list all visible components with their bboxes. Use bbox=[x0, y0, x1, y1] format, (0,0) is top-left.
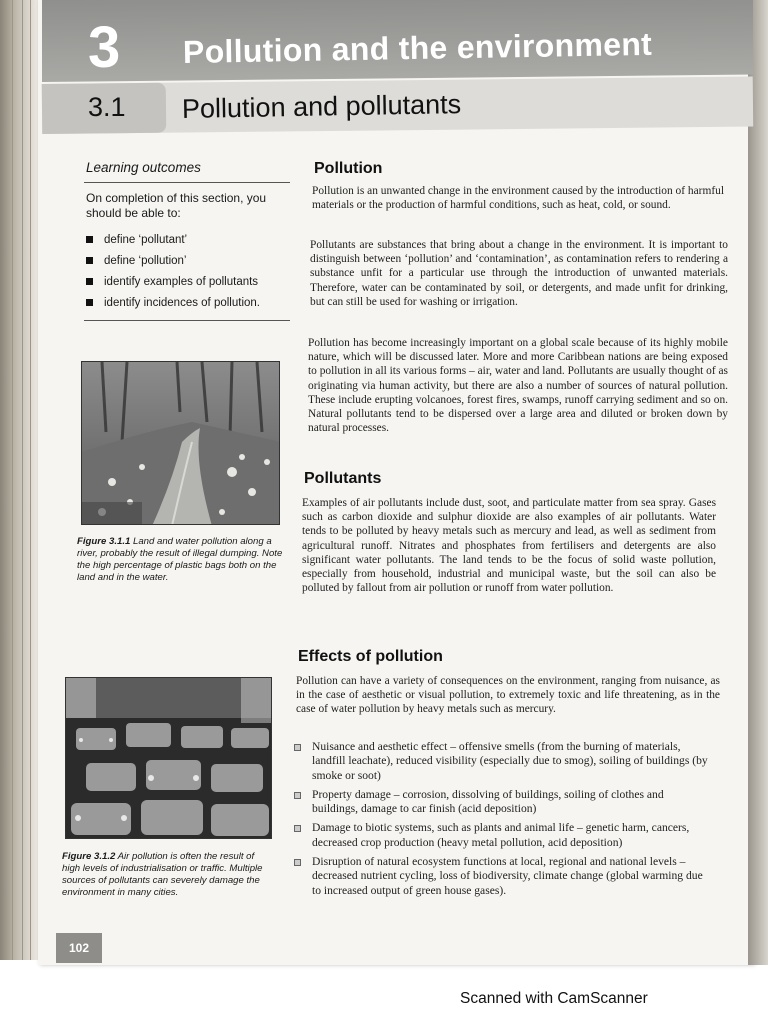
bullet-icon bbox=[294, 792, 301, 799]
learning-outcomes-title: Learning outcomes bbox=[86, 160, 201, 175]
pollution-paragraph-3: Pollution has become increasingly important on a global scale because of its highly mobile nature, which will be discussed later. More and more Caribbean nations are being exposed to pollution in all its various forms – air, water and land. Pollutants are usually thought of as originating via human activity, but there are also a number of sources of natural pollution. These include erupting volcanoes, forest fires, swamps, runoff carrying sediment and so on. Natural pollutants tend to be dispersed over a large area and diluted or broken down by natural processes. bbox=[308, 337, 728, 435]
chapter-number: 3 bbox=[88, 15, 122, 80]
learning-outcomes-list bbox=[86, 229, 291, 313]
pollution-heading: Pollution bbox=[314, 160, 383, 177]
list-item bbox=[290, 788, 710, 817]
outcome-text: identify examples of pollutants bbox=[104, 275, 259, 288]
scanner-watermark: Scanned with CamScanner bbox=[460, 990, 648, 1007]
bullet-icon bbox=[86, 278, 93, 285]
effect-text: Property damage – corrosion, dissolving of buildings, soiling of clothes and buildings, damage to car finish (acid deposition) bbox=[312, 787, 664, 816]
chapter-title: Pollution and the environment bbox=[182, 25, 653, 70]
bullet-icon bbox=[86, 257, 93, 264]
list-item bbox=[86, 229, 291, 250]
bullet-icon bbox=[86, 299, 93, 306]
list-item bbox=[290, 821, 710, 850]
bullet-icon bbox=[294, 859, 301, 866]
page-number: 102 bbox=[56, 933, 102, 963]
figure-caption bbox=[62, 851, 274, 899]
pollutants-paragraph: Examples of air pollutants include dust, soot, and particulate matter from sea spray. Gases such as carbon dioxide and sulphur dioxide are also examples of air pollutants. Water tends to be polluted by heavy metals such as mercury and lead, as well as sediment from agricultural runoff. Nitrates and phosphates from fertilisers and detergents are also significant water pollutants. The land tends to be the focus of solid waste pollution, especially from household, industrial and municipal waste, but the soil can also be polluted by fallout from air pollution or runoff from water pollution. bbox=[302, 497, 716, 595]
list-item bbox=[290, 855, 710, 898]
outcome-text: define ‘pollution’ bbox=[104, 254, 187, 267]
list-item bbox=[86, 271, 291, 292]
learning-outcomes-rule-bottom bbox=[84, 320, 290, 321]
effect-text: Nuisance and aesthetic effect – offensive smells (from the burning of materials, landfill leachate), reduced visibility (especially due to smog), soiling of buildings (by smoke or soot) bbox=[312, 740, 708, 782]
outcome-text: identify incidences of pollution. bbox=[104, 296, 260, 309]
figure-caption-text: Land and water pollution along a river, probably the result of illegal dumping. Note the high percentage of plastic bags both on the land and in the water. bbox=[77, 536, 283, 583]
effect-text: Damage to biotic systems, such as plants and animal life – genetic harm, cancers, decreased crop production (heavy metal pollution, acid deposition) bbox=[312, 821, 690, 849]
bullet-icon bbox=[294, 825, 301, 832]
figure-label: Figure 3.1.2 bbox=[62, 851, 116, 862]
list-item bbox=[86, 292, 291, 313]
list-item bbox=[290, 740, 710, 783]
page-shadow bbox=[748, 0, 768, 965]
outcome-text: define ‘pollutant’ bbox=[104, 233, 188, 246]
learning-outcomes-rule-top bbox=[84, 182, 290, 183]
pollution-paragraph-1: Pollution is an unwanted change in the environment caused by the introduction of harmful materials or the production of harmful conditions, such as heat, cold, or sound. bbox=[312, 185, 724, 212]
section-number: 3.1 bbox=[88, 92, 126, 122]
effects-intro: Pollution can have a variety of consequences on the environment, ranging from nuisance, as in the case of aesthetic or visual pollution, to extremely toxic and life threatening, as in the case of water pollution by heavy metals such as mercury. bbox=[296, 675, 720, 716]
bullet-icon bbox=[86, 236, 93, 243]
effect-text: Disruption of natural ecosystem functions at local, regional and national levels – decreased nutrient cycling, loss of biodiversity, climate change (global warming due to increased output of green house gases). bbox=[312, 855, 703, 897]
pollutants-heading: Pollutants bbox=[304, 470, 382, 487]
figure-label: Figure 3.1.1 bbox=[77, 536, 131, 547]
figure-caption bbox=[77, 536, 287, 584]
effects-list bbox=[290, 740, 710, 903]
bullet-icon bbox=[294, 744, 301, 751]
traffic-pollution-photo bbox=[65, 677, 272, 839]
river-pollution-photo bbox=[81, 361, 280, 525]
list-item bbox=[86, 250, 291, 271]
effects-heading: Effects of pollution bbox=[298, 648, 443, 665]
figure-caption-text: Air pollution is often the result of high levels of industrialisation or traffic. Multiple sources of pollutants can severely damage the environment in many cities. bbox=[62, 851, 263, 898]
pollution-paragraph-2: Pollutants are substances that bring about a change in the environment. It is important to distinguish between ‘pollution’ and ‘contamination’, as contamination refers to rendering a substance unfit for a particular use through the introduction of unwanted materials. Therefore, water can be contaminated by soil, or detergents, and made unfit for drinking, but can still be used for washing or irrigation. bbox=[310, 239, 728, 308]
section-title: Pollution and pollutants bbox=[181, 89, 462, 124]
learning-outcomes-intro: On completion of this section, you should be able to: bbox=[86, 191, 267, 220]
